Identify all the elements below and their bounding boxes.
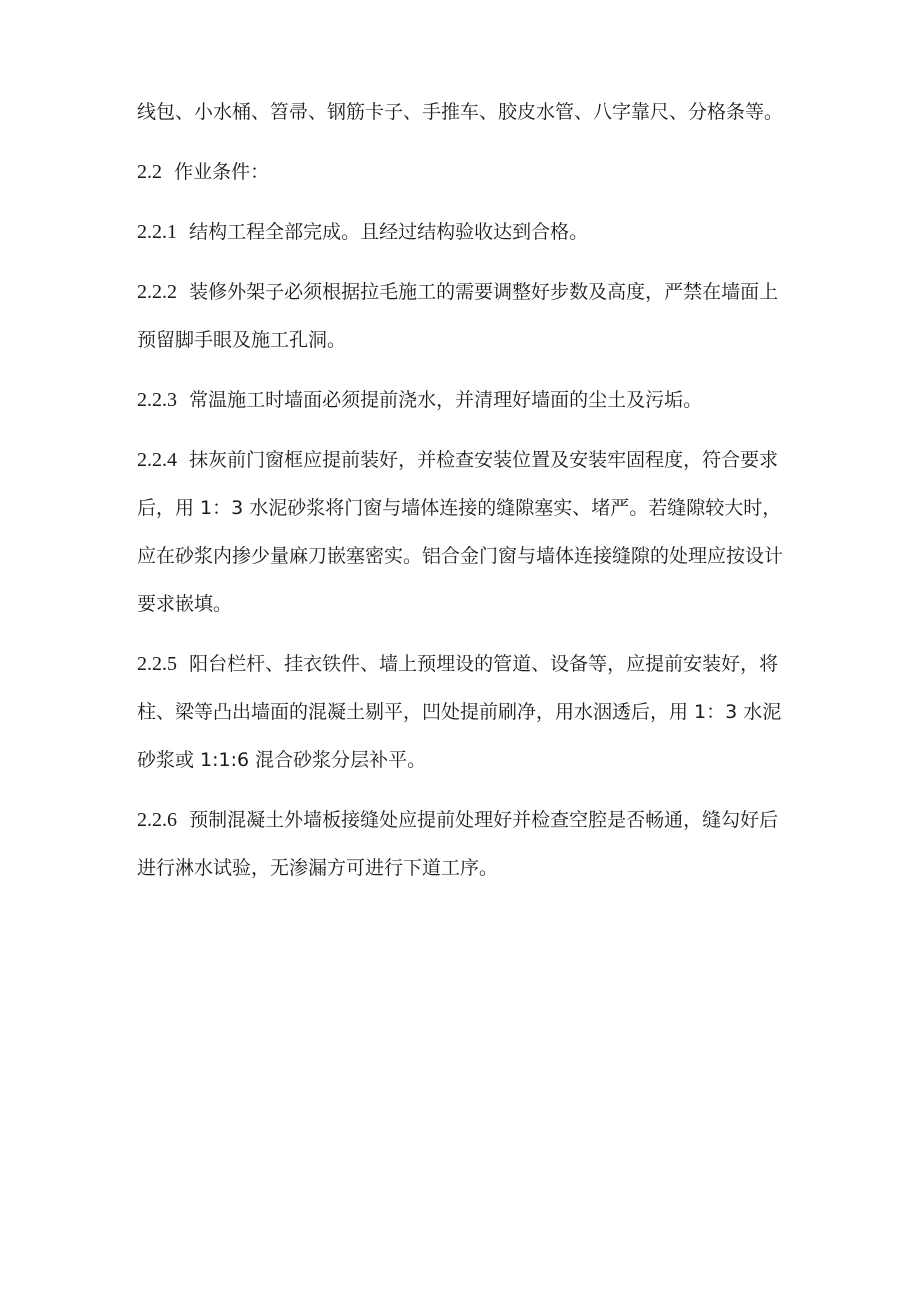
section-number: 2.2.3 — [137, 389, 177, 411]
paragraph-text: 预制混凝土外墙板接缝处应提前处理好并检查空腔是否畅通，缝勾好后进行淋水试验，无渗漏方可进行下道工序。 — [137, 809, 779, 879]
paragraph-2-2-3 — [137, 376, 789, 424]
paragraph-text: 常温施工时墙面必须提前浇水，并清理好墙面的尘土及污垢。 — [189, 389, 703, 411]
paragraph-text: 结构工程全部完成。且经过结构验收达到合格。 — [189, 221, 589, 243]
document-page — [137, 88, 789, 904]
paragraph-tools-list — [137, 88, 789, 136]
paragraph-2-2 — [137, 148, 789, 196]
paragraph-2-2-5 — [137, 640, 789, 784]
paragraph-text: 装修外架子必须根据拉毛施工的需要调整好步数及高度，严禁在墙面上预留脚手眼及施工孔洞。 — [137, 281, 779, 351]
paragraph-2-2-2 — [137, 268, 789, 364]
section-number: 2.2.1 — [137, 221, 177, 243]
section-heading: 作业条件： — [174, 161, 270, 183]
section-number: 2.2.4 — [137, 449, 177, 471]
section-number: 2.2.5 — [137, 653, 177, 675]
paragraph-2-2-4 — [137, 436, 789, 628]
paragraph-text: 阳台栏杆、挂衣铁件、墙上预埋设的管道、设备等，应提前安装好，将柱、梁等凸出墙面的混凝土剔平，凹处提前刷净，用水洇透后，用 1：3 水泥砂浆或 1:1:6 混合砂浆分层补平。 — [137, 653, 782, 771]
section-number: 2.2 — [137, 161, 162, 183]
paragraph-text: 线包、小水桶、笤帚、钢筋卡子、手推车、胶皮水管、八字靠尺、分格条等。 — [137, 101, 784, 123]
paragraph-text: 抹灰前门窗框应提前装好，并检查安装位置及安装牢固程度，符合要求后，用 1：3 水泥砂浆将门窗与墙体连接的缝隙塞实、堵严。若缝隙较大时，应在砂浆内掺少量麻刀嵌塞密实。铝合金门窗与墙体连接缝隙的处理应按设计要求嵌填。 — [137, 449, 784, 615]
section-number: 2.2.6 — [137, 809, 177, 831]
paragraph-2-2-6 — [137, 796, 789, 892]
paragraph-2-2-1 — [137, 208, 789, 256]
section-number: 2.2.2 — [137, 281, 177, 303]
